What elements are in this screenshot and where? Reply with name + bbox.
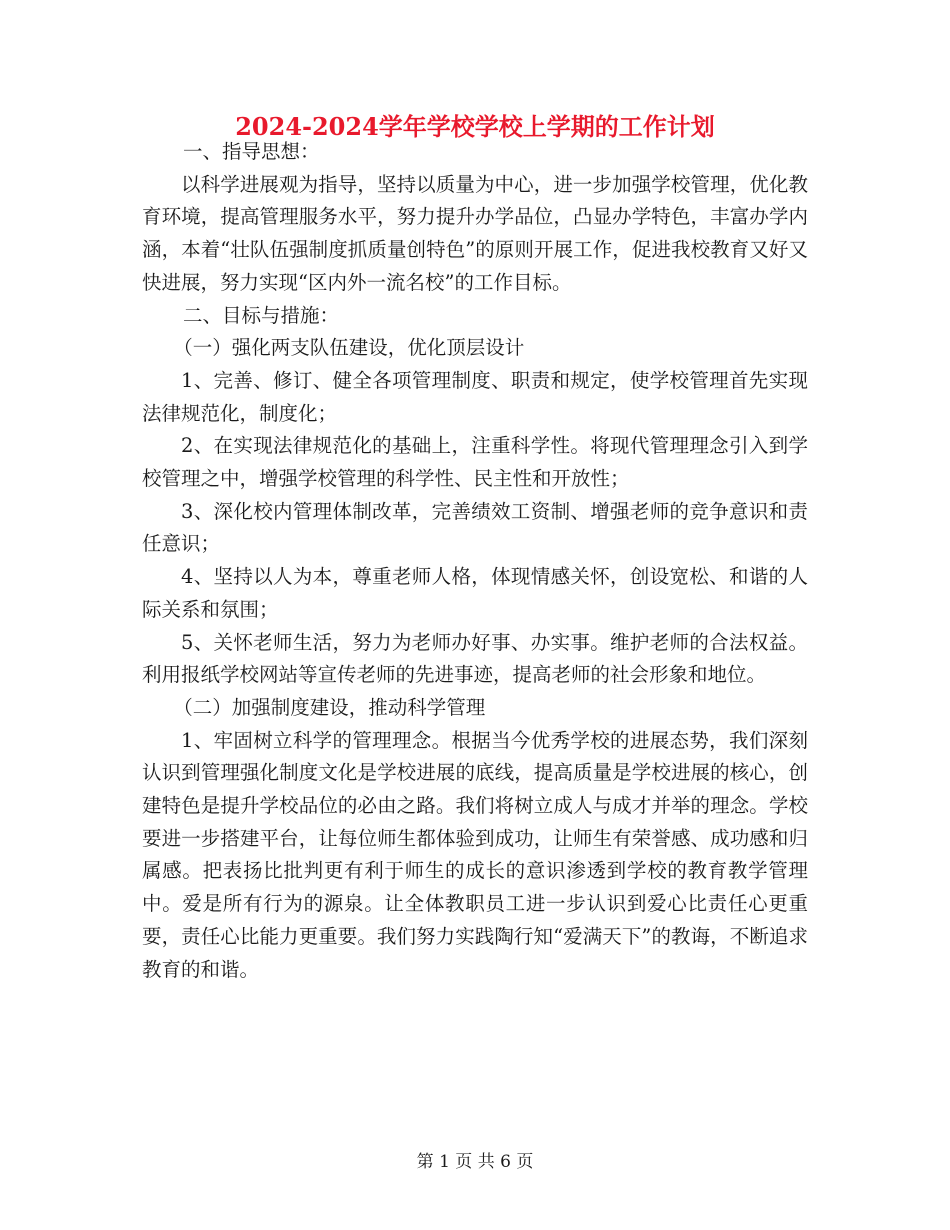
page-number-footer: 第 1 页 共 6 页	[416, 1152, 534, 1172]
paragraph: 3、深化校内管理体制改革，完善绩效工资制、增强老师的竞争意识和责任意识；	[142, 499, 808, 556]
paragraph: 1、牢固树立科学的管理理念。根据当今优秀学校的进展态势，我们深刻认识到管理强化制度文化是学校进展的底线，提高质量是学校进展的核心，创建特色是提升学校品位的必由之路。我们将树立成人与成才并举的理念。学校要进一步搭建平台，让每位师生都体验到成功，让师生有荣誉感、成功感和归属感。把表扬比批判更有利于师生的成长的意识渗透到学校的教育教学管理中。爱是所有行为的源泉。让全体教职员工进一步认识到爱心比责任心更重要，责任心比能力更重要。我们努力实践陶行知“爱满天下”的教诲，不断追求教育的和谐。	[142, 728, 808, 981]
paragraph: 2、在实现法律规范化的基础上，注重科学性。将现代管理理念引入到学校管理之中，增强学校管理的科学性、民主性和开放性；	[142, 434, 808, 491]
subsection-heading: （一）强化两支队伍建设，优化顶层设计	[173, 336, 525, 360]
section-heading: 二、目标与措施：	[182, 303, 339, 327]
paragraph: 以科学进展观为指导，坚持以质量为中心，进一步加强学校管理，优化教育环境，提高管理服务水平，努力提升办学品位，凸显办学特色，丰富办学内涵，本着“壮队伍强制度抓质量创特色”的原则开展工作，促进我校教育又好又快进展，努力实现“区内外一流名校”的工作目标。	[142, 172, 808, 294]
document-body	[142, 136, 808, 986]
paragraph: 4、坚持以人为本，尊重老师人格，体现情感关怀，创设宽松、和谐的人际关系和氛围；	[142, 565, 808, 621]
subsection-heading: （二）加强制度建设，推动科学管理	[173, 695, 486, 719]
section-heading: 一、指导思想：	[182, 140, 320, 163]
paragraph: 5、关怀老师生活，努力为老师办好事、办实事。维护老师的合法权益。利用报纸学校网站等宣传老师的先进事迹，提高老师的社会形象和地位。	[142, 630, 808, 687]
paragraph: 1、完善、修订、健全各项管理制度、职责和规定，使学校管理首先实现法律规范化，制度化；	[142, 368, 808, 425]
document-title: 2024-2024学年学校学校上学期的工作计划	[235, 112, 715, 141]
